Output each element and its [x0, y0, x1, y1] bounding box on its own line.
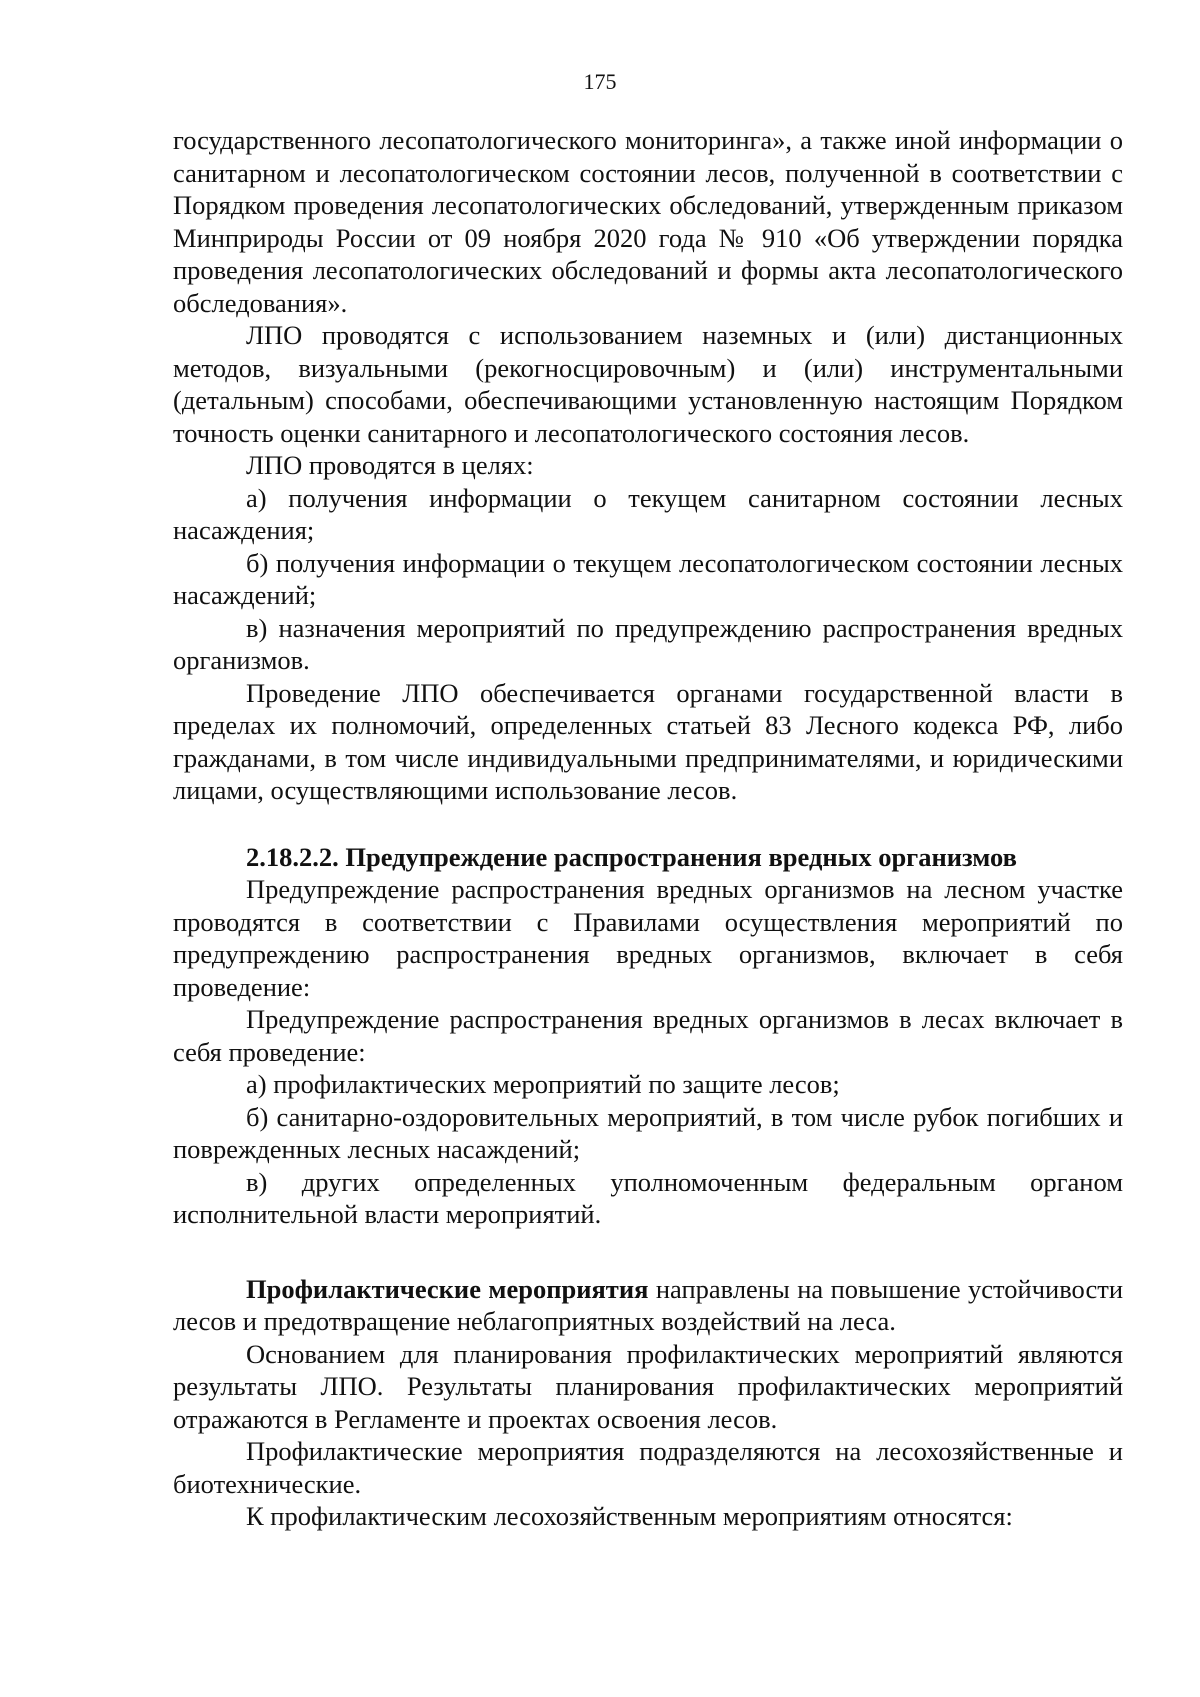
list-item-prev-c: в) других определенных уполномоченным федеральным органом исполнительной власти мероприятий. — [173, 1166, 1123, 1229]
paragraph-continuation: государственного лесопатологического мониторинга», а также иной информации о санитарном и лесопатологическом состоянии лесов, полученной в соответствии с Порядком проведения лесопатологических обследований, утвержденным приказом Минприроды России от 09 ноября 2020 года № 910 «Об утверждении порядка проведения лесопатологических обследований и формы акта лесопатологического обследования». — [173, 125, 1123, 318]
paragraph-lpo-provision: Проведение ЛПО обеспечивается органами государственной власти в пределах их полномочий, определенных статьей 83 Лесного кодекса РФ, либо гражданами, в том числе индивидуальными предпринимателями, и юридическими лицами, осуществляющими использование лесов. — [173, 677, 1123, 805]
paragraph-lpo-methods: ЛПО проводятся с использованием наземных и (или) дистанционных методов, визуальными (рекогносцировочным) и (или) инструментальными (детальным) способами, обеспечивающими установленную настоящим Порядком точность оценки санитарного и лесопатологического состояния лесов. — [173, 320, 1123, 448]
paragraph-planning-basis: Основанием для планирования профилактических мероприятий являются результаты ЛПО. Результаты планирования профилактических мероприятий отражаются в Регламенте и проектах освоения лесов. — [173, 1338, 1123, 1434]
section-spacer — [173, 807, 1123, 841]
preventive-bold-lead: Профилактические мероприятия — [246, 1273, 649, 1304]
list-item-prev-a: а) профилактических мероприятий по защите лесов; — [246, 1069, 840, 1099]
page-number: 175 — [583, 69, 617, 94]
section-heading: 2.18.2.2. Предупреждение распространения вредных организмов — [246, 841, 1017, 872]
list-item-goal-c: в) назначения мероприятий по предупреждению распространения вредных организмов. — [173, 612, 1123, 675]
paragraph-prevention-plot: Предупреждение распространения вредных организмов на лесном участке проводятся в соответствии с Правилами осуществления мероприятий по предупреждению распространения вредных организмов, включает в себя проведение: — [173, 874, 1123, 1002]
paragraph-subdivision: Профилактические мероприятия подразделяются на лесохозяйственные и биотехнические. — [173, 1436, 1123, 1499]
preventive-rest: направлены на повышение устойчивости лесов и предотвращение неблагоприятных воздействий на леса. — [173, 1273, 1123, 1336]
paragraph-preventive-measures — [173, 1273, 1123, 1338]
paragraph-lpo-goals: ЛПО проводятся в целях: — [246, 450, 534, 480]
list-item-goal-b: б) получения информации о текущем лесопатологическом состоянии лесных насаждений; — [173, 547, 1123, 610]
section-spacer-2 — [173, 1231, 1123, 1273]
paragraph-prevention-forests: Предупреждение распространения вредных организмов в лесах включает в себя проведение: — [173, 1004, 1123, 1067]
paragraph-forestry-list: К профилактическим лесохозяйственным мероприятиям относятся: — [246, 1501, 1013, 1531]
list-item-prev-b: б) санитарно-оздоровительных мероприятий, в том числе рубок погибших и поврежденных лесных насаждений; — [173, 1101, 1123, 1164]
list-item-goal-a: а) получения информации о текущем санитарном состоянии лесных насаждения; — [173, 482, 1123, 545]
document-body — [173, 124, 1123, 1533]
